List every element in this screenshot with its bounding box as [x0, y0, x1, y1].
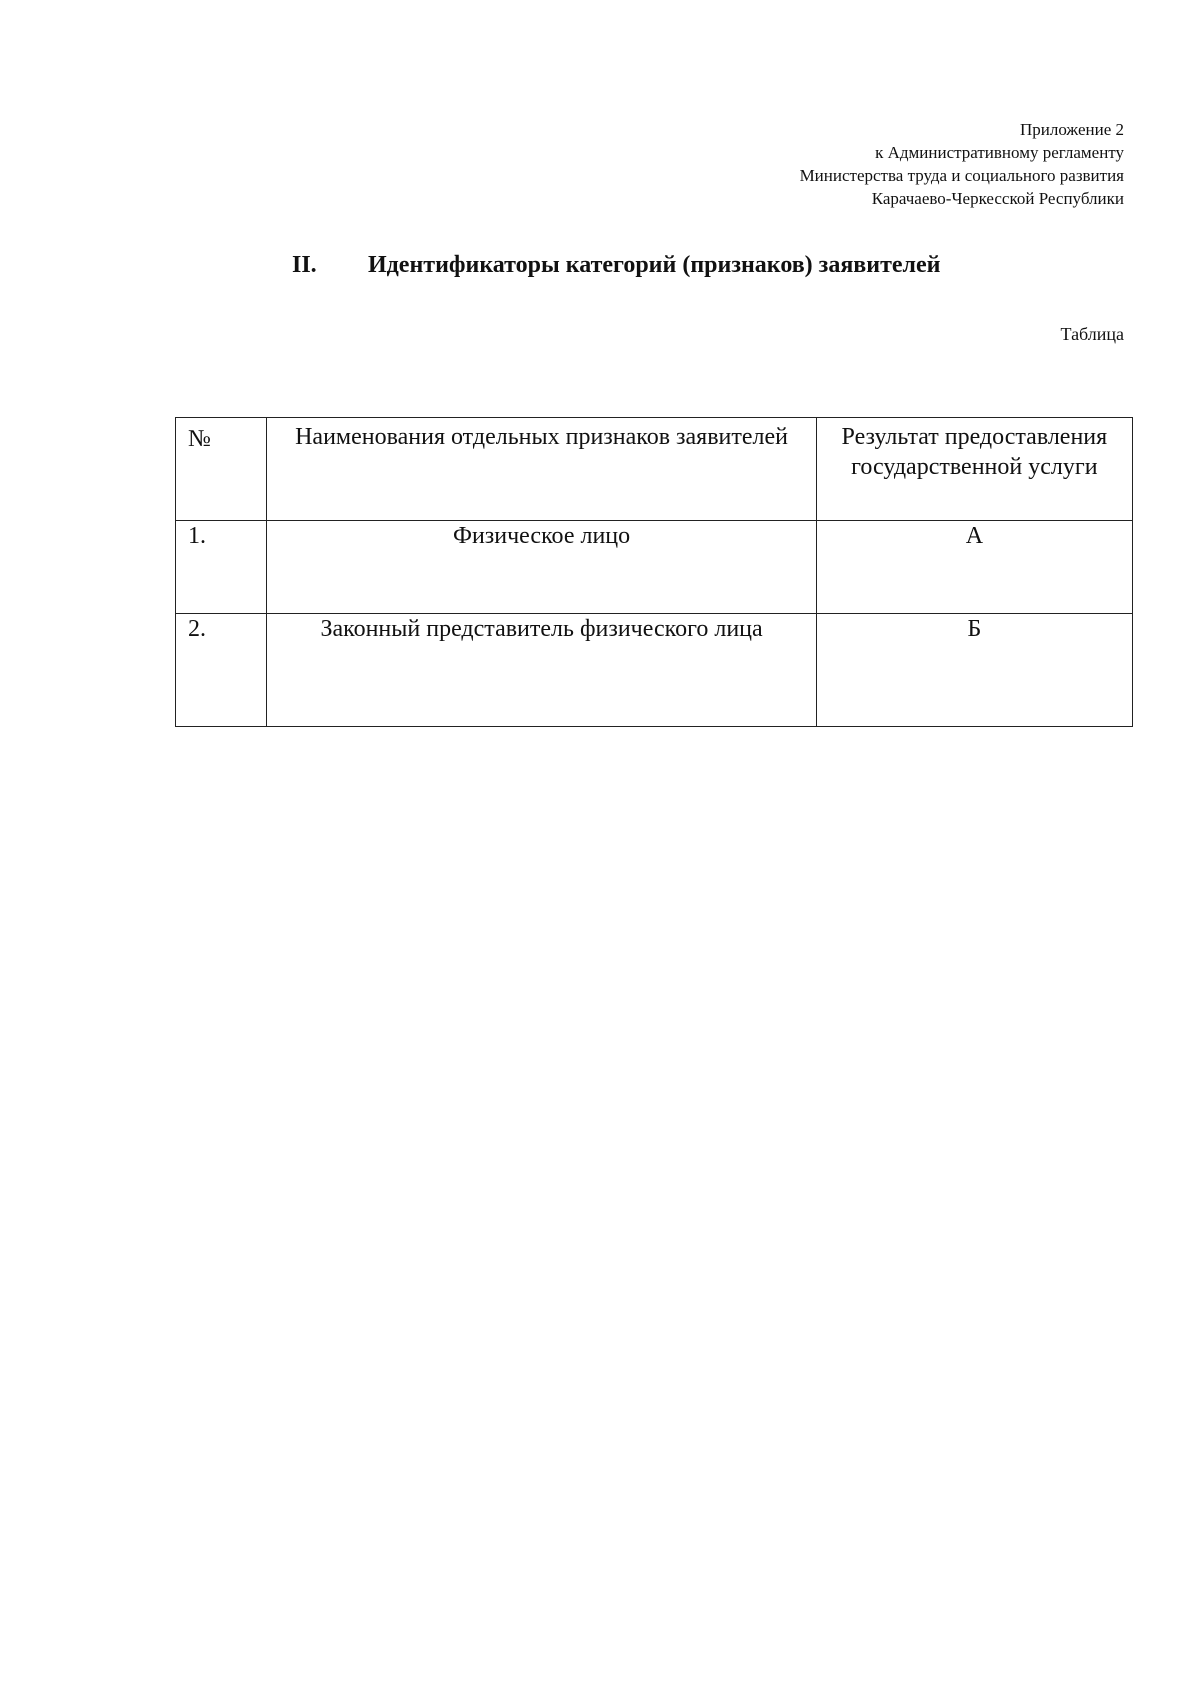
appendix-note [800, 118, 1124, 210]
appendix-note-line: к Административному регламенту [875, 143, 1124, 162]
row-name-cell: Физическое лицо [267, 521, 816, 614]
section-number: II. [292, 252, 317, 278]
table-row [176, 614, 1133, 727]
header-name-cell: Наименования отдельных признаков заявителей [267, 418, 816, 521]
section-heading [292, 252, 940, 279]
table-row [176, 521, 1133, 614]
row-num-cell: 1. [176, 521, 267, 614]
table-caption: Таблица [1060, 324, 1124, 344]
row-result-cell: Б [816, 614, 1132, 727]
table-header-row [176, 418, 1133, 521]
appendix-note-line: Приложение 2 [1020, 120, 1124, 139]
header-result-cell: Результат предоставления государственной услуги [816, 418, 1132, 521]
appendix-note-line: Министерства труда и социального развития [799, 166, 1124, 185]
row-result-cell: А [816, 521, 1132, 614]
section-title: Идентификаторы категорий (признаков) заявителей [368, 252, 941, 278]
applicant-categories-table [175, 417, 1133, 727]
appendix-note-line: Карачаево-Черкесской Республики [871, 189, 1124, 208]
row-num-cell: 2. [176, 614, 267, 727]
row-name-cell: Законный представитель физического лица [267, 614, 816, 727]
header-num-cell: № [176, 418, 267, 521]
